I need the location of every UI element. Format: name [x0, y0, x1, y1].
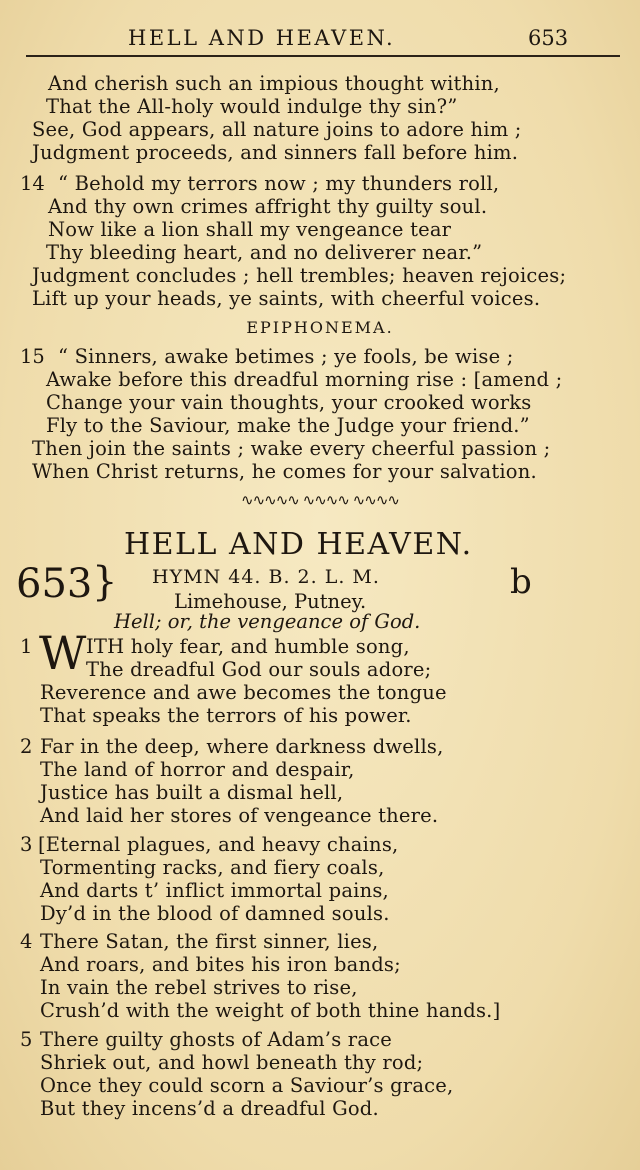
- hymn-number: 653: [16, 561, 93, 607]
- text-line: Justice has built a dismal hell,: [40, 781, 344, 804]
- ornament-divider: ∿∿∿∿∿ ∿∿∿∿ ∿∿∿∿: [241, 491, 399, 509]
- section-heading: EPIPHONEMA.: [246, 318, 394, 337]
- text-line: Then join the saints ; wake every cheerful passion ;: [32, 437, 551, 460]
- text-line: See, God appears, all nature joins to adore him ;: [32, 118, 522, 141]
- text-line: Thy bleeding heart, and no deliverer near.”: [46, 241, 483, 264]
- text-line: And roars, and bites his iron bands;: [40, 953, 401, 976]
- brace-icon: }: [92, 559, 118, 605]
- text-line: That speaks the terrors of his power.: [40, 704, 412, 727]
- stanza-number: 2: [20, 735, 33, 758]
- text-line: And cherish such an impious thought within,: [48, 72, 500, 95]
- running-title: HELL AND HEAVEN.: [128, 26, 396, 50]
- text-line: There Satan, the first sinner, lies,: [40, 930, 379, 953]
- text-line: Now like a lion shall my vengeance tear: [48, 218, 452, 241]
- text-line: ITH holy fear, and humble song,: [86, 635, 410, 658]
- text-line: Change your vain thoughts, your crooked works: [46, 391, 532, 414]
- text-line: Awake before this dreadful morning rise : [amend ;: [46, 368, 563, 391]
- verse-number: 15: [20, 345, 45, 368]
- hymn-subtitle: Hell; or, the vengeance of God.: [114, 610, 421, 633]
- text-line: When Christ returns, he comes for your salvation.: [32, 460, 537, 483]
- text-line: Dy’d in the blood of damned souls.: [40, 902, 390, 925]
- stanza-number: 3: [20, 833, 33, 856]
- stanza-number: 4: [20, 930, 33, 953]
- text-line: Judgment proceeds, and sinners fall before him.: [32, 141, 519, 164]
- text-line: And darts t’ inflict immortal pains,: [40, 879, 389, 902]
- text-line: Fly to the Saviour, make the Judge your friend.”: [46, 414, 530, 437]
- hymn-meta: HYMN 44. B. 2. L. M.: [152, 566, 380, 588]
- text-line: And laid her stores of vengeance there.: [40, 804, 439, 827]
- hymn-title: HELL AND HEAVEN.: [124, 527, 473, 562]
- key-signature: b: [510, 562, 532, 602]
- text-line: Shriek out, and howl beneath thy rod;: [40, 1051, 424, 1074]
- text-line: Reverence and awe becomes the tongue: [40, 681, 447, 704]
- text-line: Judgment concludes ; hell trembles; heaven rejoices;: [32, 264, 567, 287]
- text-line: And thy own crimes affright thy guilty soul.: [48, 195, 488, 218]
- text-line: Once they could scorn a Saviour’s grace,: [40, 1074, 454, 1097]
- header-rule: [26, 55, 620, 57]
- text-line: “ Behold my terrors now ; my thunders roll,: [58, 172, 500, 195]
- text-line: Crush’d with the weight of both thine hands.]: [40, 999, 501, 1022]
- text-line: But they incens’d a dreadful God.: [40, 1097, 379, 1120]
- text-line: The land of horror and despair,: [40, 758, 355, 781]
- text-line: “ Sinners, awake betimes ; ye fools, be wise ;: [58, 345, 514, 368]
- text-line: Tormenting racks, and fiery coals,: [40, 856, 385, 879]
- verse-number: 14: [20, 172, 45, 195]
- drop-cap: W: [39, 626, 87, 680]
- text-line: There guilty ghosts of Adam’s race: [40, 1028, 393, 1051]
- text-line: Lift up your heads, ye saints, with cheerful voices.: [32, 287, 541, 310]
- text-line: In vain the rebel strives to rise,: [40, 976, 358, 999]
- stanza-number: 1: [20, 635, 33, 658]
- text-line: [Eternal plagues, and heavy chains,: [38, 833, 399, 856]
- text-line: Far in the deep, where darkness dwells,: [40, 735, 444, 758]
- text-line: The dreadful God our souls adore;: [86, 658, 432, 681]
- text-line: That the All-holy would indulge thy sin?”: [46, 95, 458, 118]
- page-number: 653: [528, 26, 569, 50]
- stanza-number: 5: [20, 1028, 33, 1051]
- tune-names: Limehouse, Putney.: [174, 590, 367, 613]
